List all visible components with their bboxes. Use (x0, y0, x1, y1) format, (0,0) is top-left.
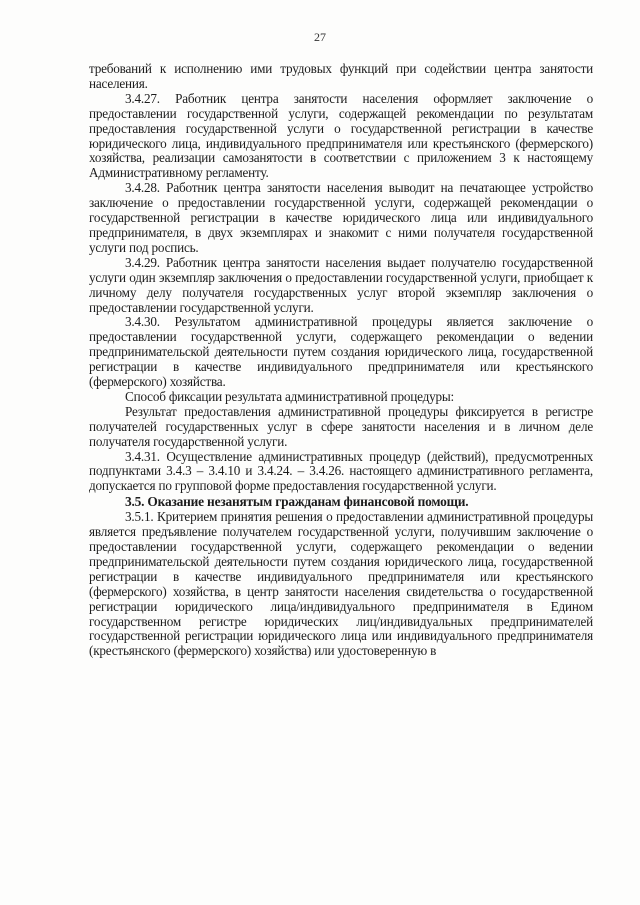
page-number: 27 (314, 30, 326, 44)
paragraph-fixation-method: Способ фиксации результата административной процедуры: (125, 388, 455, 404)
paragraph-3-4-31: 3.4.31. Осуществление административных процедур (действий), предусмотренных подпунктами 3.4.3 – 3.4.10 и 3.4.24. – 3.4.26. настоящего административного регламента, допускается по групповой форме предоставления государственной услуги. (89, 448, 593, 494)
section-heading-3-5: 3.5. Оказание незанятым гражданам финансовой помощи. (125, 494, 469, 510)
document-body (89, 62, 593, 659)
paragraph-fixation-result: Результат предоставления административной процедуры фиксируется в регистре получателей государственных услуг в сфере занятости населения и в личном деле получателя государственной услуги. (89, 403, 593, 449)
paragraph-3-4-30: 3.4.30. Результатом административной процедуры является заключение о предоставлении государственной услуги, содержащего рекомендации о ведении предпринимательской деятельности путем создания юридического лица, государственной регистрации в качестве индивидуального предпринимателя или крестьянского (фермерского) хозяйства. (89, 314, 593, 390)
paragraph-3-5-1: 3.5.1. Критерием принятия решения о предоставлении административной процедуры является предъявление получателем государственной услуги, получившим заключение о предоставлении государственной услуги, содержащего рекомендации о ведении предпринимательской деятельности путем создания юридического лица, государственной регистрации в качестве индивидуального предпринимателя или крестьянского (фермерского) хозяйства, в центр занятости населения свидетельства о государственной регистрации юридического лица/индивидуального предпринимателя в Едином государственном регистре юридических лиц/индивидуальных предпринимателей государственной регистрации юридического лица или индивидуального предпринимателя (крестьянского (фермерского) хозяйства) или удостоверенную в (89, 509, 593, 659)
paragraph-3-4-29: 3.4.29. Работник центра занятости населения выдает получателю государственной услуги один экземпляр заключения о предоставлении государственной услуги, приобщает к личному делу получателя государственных услуг второй экземпляр заключения о предоставлении государственной услуги. (89, 254, 593, 315)
paragraph-3-4-27: 3.4.27. Работник центра занятости населения оформляет заключение о предоставлении государственной услуги, содержащей рекомендации по результатам предоставления государственной услуги о государственной регистрации в качестве юридического лица, индивидуального предпринимателя или крестьянского (фермерского) хозяйства, реализации самозанятости в соответствии с приложением 3 к настоящему Административному регламенту. (89, 90, 593, 181)
paragraph-continuation: требований к исполнению ими трудовых функций при содействии центра занятости населения. (89, 61, 593, 91)
paragraph-3-4-28: 3.4.28. Работник центра занятости населения выводит на печатающее устройство заключение о предоставлении государственной услуги, содержащей рекомендации о государственной регистрации в качестве юридического лица или индивидуального предпринимателя, в двух экземплярах и знакомит с ними получателя государственной услуги под роспись. (89, 180, 593, 255)
